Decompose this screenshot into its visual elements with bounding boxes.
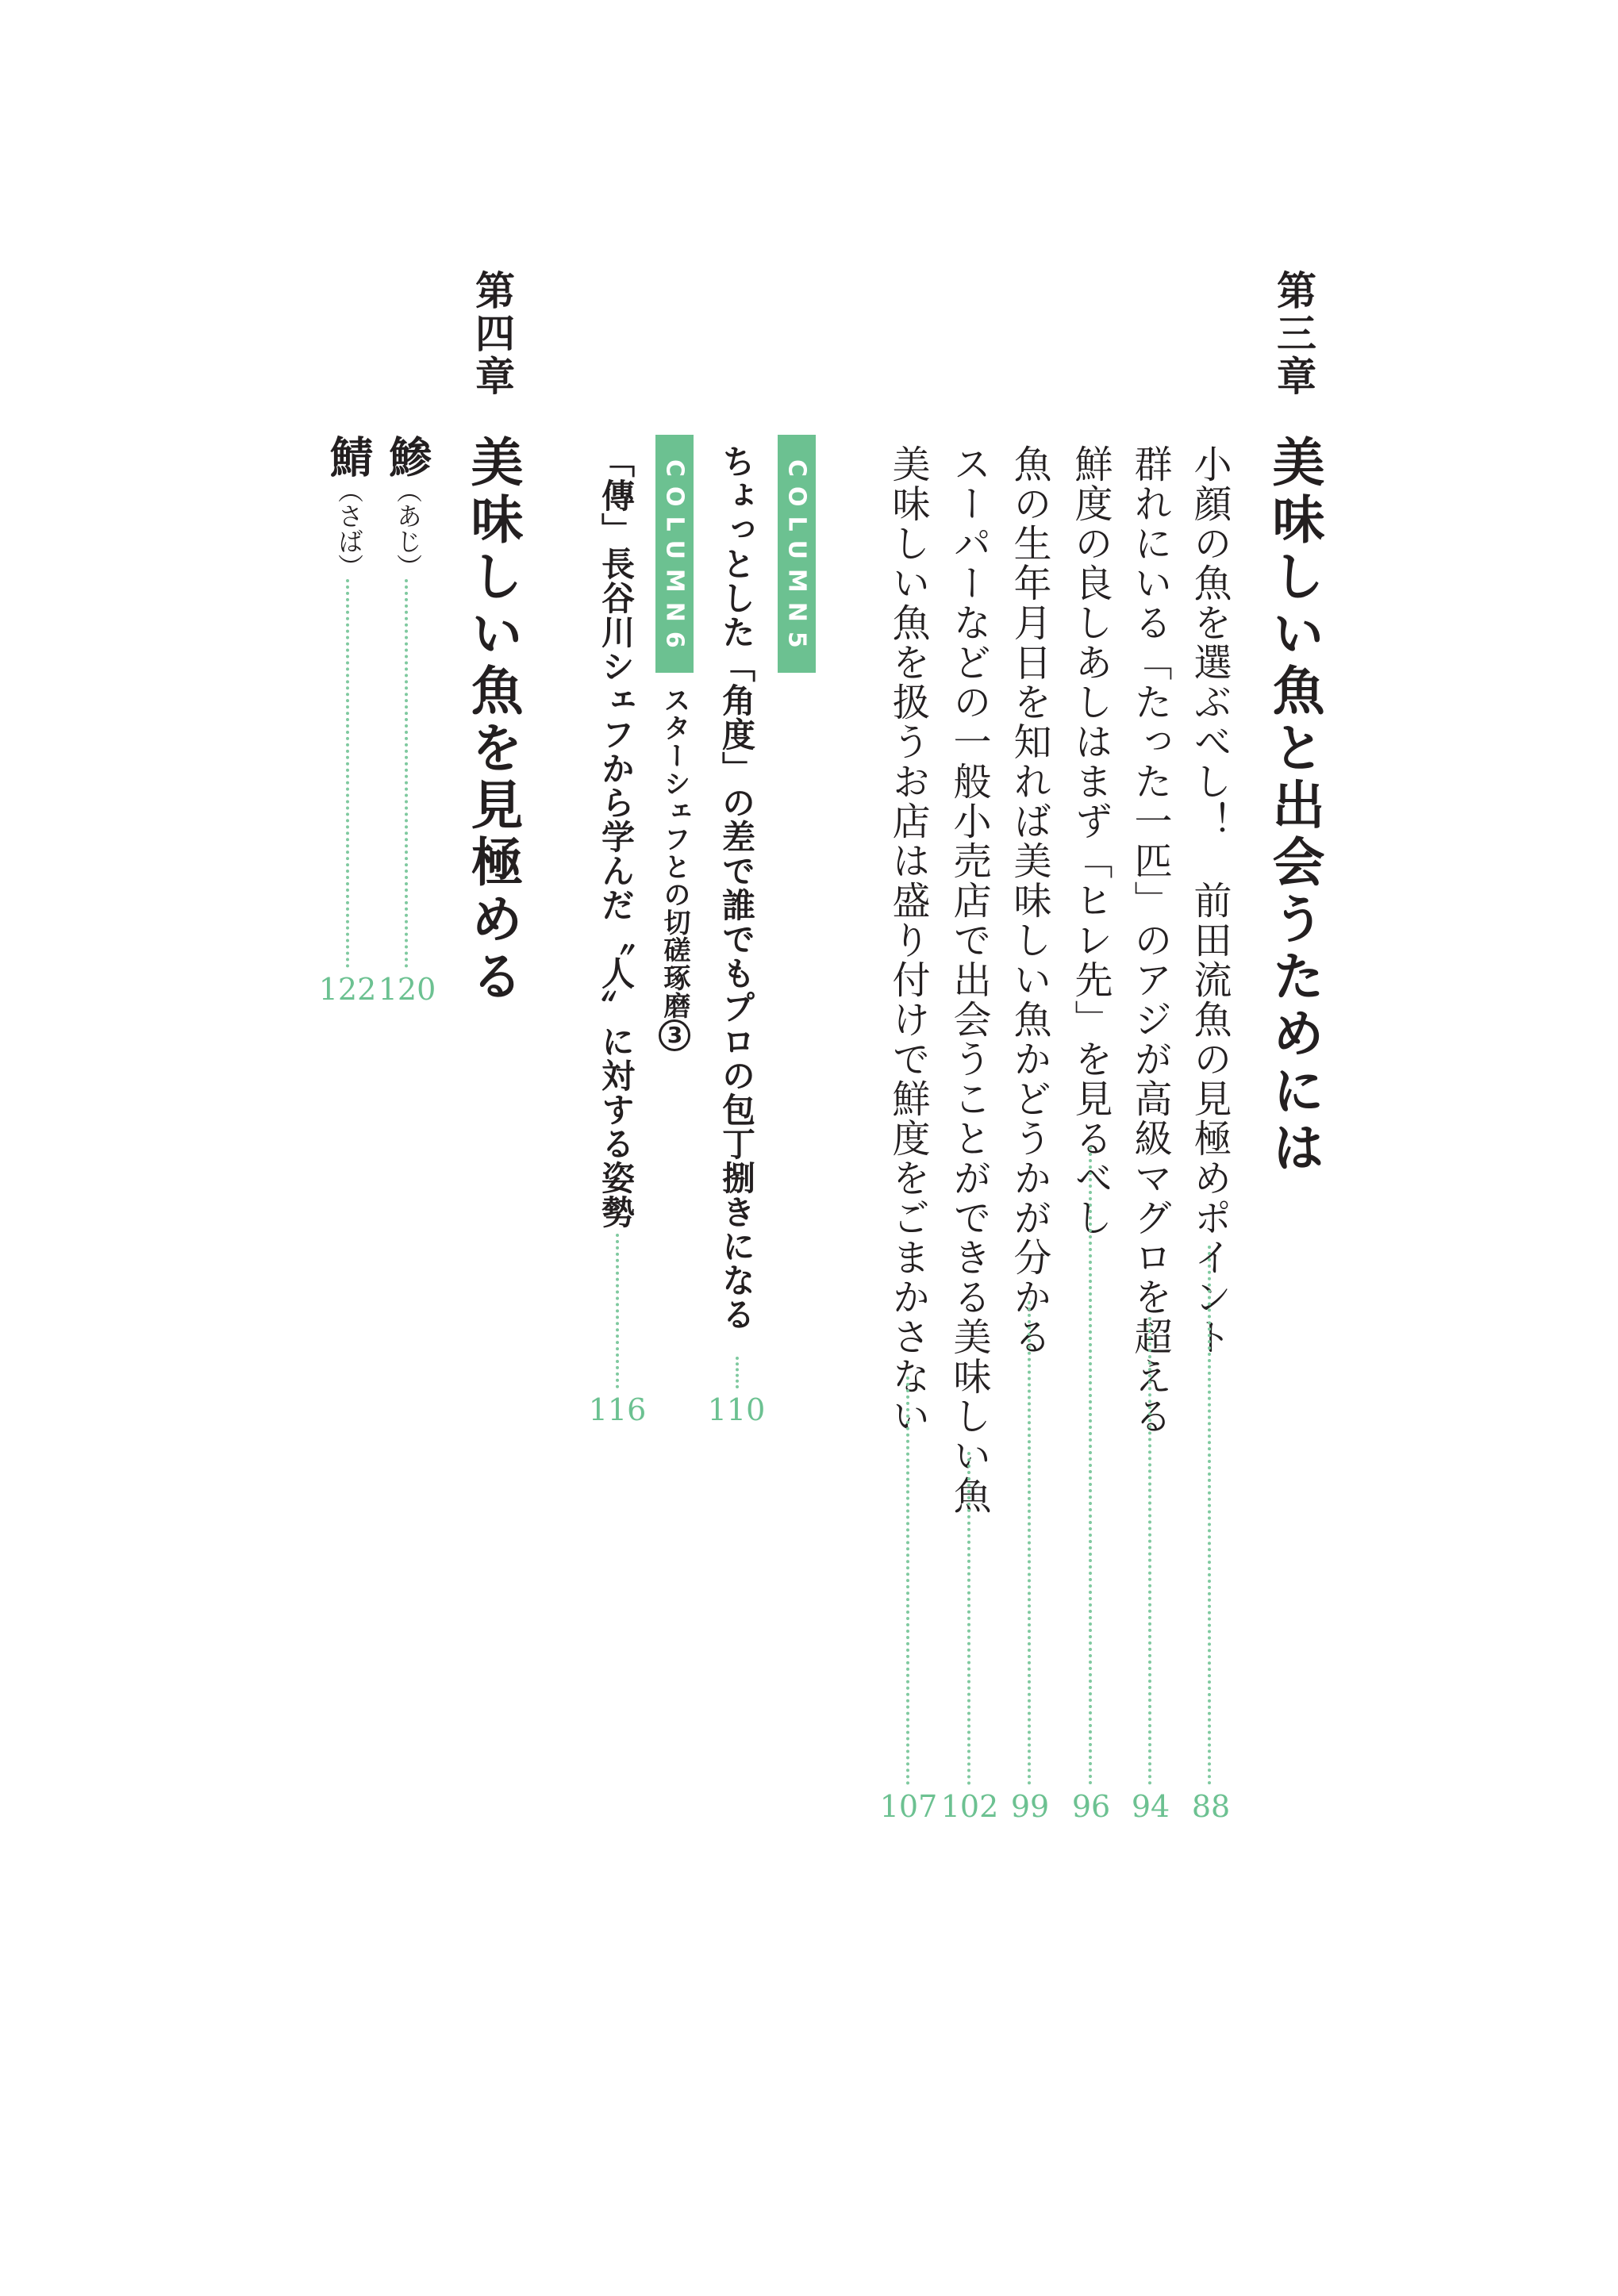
toc-entry-1: 小顔の魚を選ぶべし！ 前田流魚の見極めポイント	[1187, 444, 1232, 1357]
column5-title: ちょっとした「角度」の差で誰でもプロの包丁捌きになる	[717, 444, 756, 1331]
page-number: 122	[318, 972, 377, 1007]
page-number: 102	[940, 1789, 999, 1824]
page-number: 96	[1071, 1789, 1111, 1824]
page-number: 110	[707, 1392, 766, 1427]
fish-reading: （あじ）	[393, 478, 423, 579]
toc-entry-5: スーパーなどの一般小売店で出会うことができる美味しい魚	[947, 444, 991, 1515]
fish-name: 鯵	[382, 435, 433, 478]
column6-badge: COLUMN6	[655, 435, 694, 673]
leader-dots	[616, 1234, 619, 1388]
leader-dots	[1028, 1301, 1031, 1785]
page-number: 107	[879, 1789, 938, 1824]
column6-title: 「傳」長谷川シェフから学んだ〝人〟に対する姿勢	[597, 444, 636, 1229]
leader-dots	[1208, 1246, 1211, 1785]
chapter3-label: 第三章	[1270, 270, 1317, 398]
leader-dots	[967, 1452, 970, 1785]
leader-dots	[1148, 1317, 1151, 1785]
leader-dots	[906, 1376, 909, 1785]
page-number: 88	[1191, 1789, 1231, 1824]
page-number: 120	[378, 972, 436, 1007]
column5-badge: COLUMN5	[778, 435, 816, 673]
page-number: 94	[1131, 1789, 1170, 1824]
circled-number: 3	[659, 1019, 690, 1051]
fish-name: 鯖	[324, 435, 375, 478]
toc-entry-3: 鮮度の良しあしはまず「ヒレ先」を見るべし	[1068, 444, 1113, 1238]
page-number: 99	[1010, 1789, 1050, 1824]
leader-dots	[1089, 1146, 1092, 1785]
toc-entry-saba	[324, 435, 375, 579]
column6-subtitle	[659, 686, 690, 1051]
fish-reading: （さば）	[334, 478, 364, 579]
column6-subtitle-text: スターシェフとの切磋琢磨	[659, 686, 690, 1019]
toc-entry-6: 美味しい魚を扱うお店は盛り付けで鮮度をごまかさない	[886, 444, 930, 1436]
toc-entry-2: 群れにいる「たった一匹」のアジが高級マグロを超える	[1128, 444, 1172, 1436]
chapter3-title: 美味しい魚と出会うためには	[1263, 435, 1325, 1177]
chapter4-label: 第四章	[469, 270, 516, 398]
leader-dots	[346, 579, 349, 968]
page-number: 116	[588, 1392, 647, 1427]
toc-entry-aji	[382, 435, 433, 579]
leader-dots	[405, 579, 408, 968]
toc-entry-4: 魚の生年月日を知れば美味しい魚かどうかが分かる	[1007, 444, 1051, 1357]
leader-dots	[736, 1357, 739, 1388]
chapter4-title: 美味しい魚を見極める	[462, 435, 524, 1006]
